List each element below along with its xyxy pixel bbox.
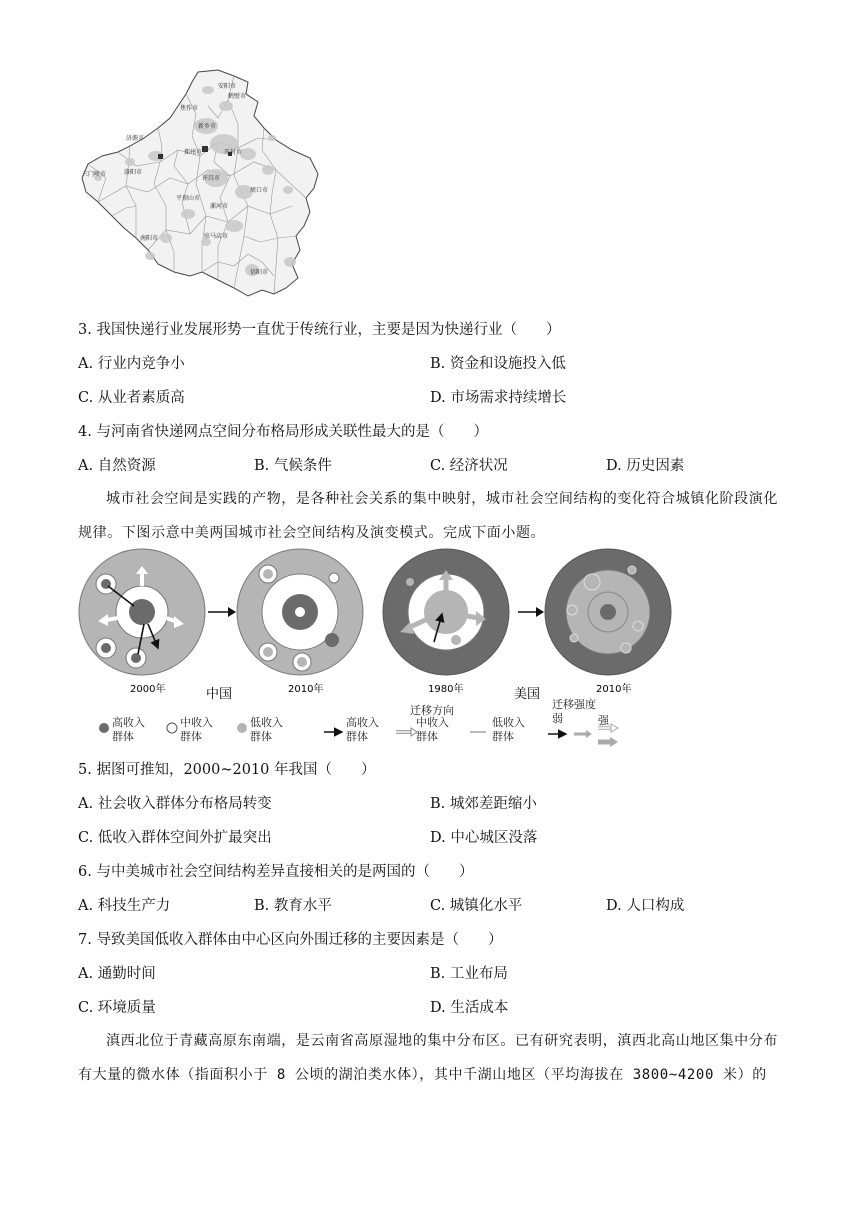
q3-option-c: C. 从业者素质高 [78,390,185,406]
q6-option-d: D. 人口构成 [606,898,685,914]
legend-arrow-high-line1: 高收入 [346,716,379,729]
henan-map [78,66,322,302]
q5-option-b: B. 城郊差距缩小 [430,796,537,812]
diagram-legend [99,697,618,747]
city-luohe: 漯河市 [210,203,229,210]
us-2010-panel [545,549,671,675]
legend-high-line2: 群体 [112,730,134,743]
question-3-stem: 3. 我国快递行业发展形势一直优于传统行业，主要是因为快递行业（ ） [78,322,561,338]
q4-option-b: B. 气候条件 [254,458,332,474]
legend-arrow-low-line2: 群体 [492,730,514,743]
country-label-us: 美国 [514,687,541,702]
q6-option-b: B. 教育水平 [254,898,332,914]
q5-option-a: A. 社会收入群体分布格局转变 [78,796,272,812]
city-zhengzhou: 郑州市 [184,149,203,156]
intro-paragraph-2: 滇西北位于青藏高原东南端，是云南省高原湿地的集中分布区。已有研究表明，滇西北高山地区集中分布有大量的微水体（指面积小于 8 公顷的湖泊类水体），其中千湖山地区（平均海拔在 3800~4200 米）的 [78,1033,778,1083]
city-jiyuan: 济源市 [126,135,145,142]
question-7-stem: 7. 导致美国低收入群体由中心区向外围迁移的主要因素是（ ） [78,932,503,948]
city-xinxiang: 新乡市 [198,123,217,130]
q7-option-c: C. 环境质量 [78,1000,156,1016]
us-1980-panel [383,549,509,675]
year-label-china-2000: 2000年 [130,684,166,695]
question-4-stem: 4. 与河南省快递网点空间分布格局形成关联性最大的是（ ） [78,424,488,440]
legend-mid-line2: 群体 [180,730,202,743]
legend-weak: 弱 [552,712,563,725]
china-2000-panel [79,549,205,675]
q5-option-d: D. 中心城区没落 [430,830,538,846]
q6-option-a: A. 科技生产力 [78,898,171,914]
city-luoyang: 洛阳市 [124,169,143,176]
q7-option-a: A. 通勤时间 [78,966,156,982]
legend-arrow-mid-line1: 中收入 [416,716,449,729]
year-label-us-2010: 2010年 [596,684,632,695]
q4-option-c: C. 经济状况 [430,458,508,474]
social-space-diagram [78,548,778,754]
year-label-us-1980: 1980年 [428,684,464,695]
city-anyang: 安阳市 [218,83,237,90]
legend-strength-title: 迁移强度 [552,698,596,711]
city-xuchang: 许昌市 [202,175,221,182]
question-6-stem: 6. 与中美城市社会空间结构差异直接相关的是两国的（ ） [78,864,474,880]
q4-option-d: D. 历史因素 [606,458,685,474]
city-hebi: 鹤壁市 [228,93,247,100]
city-nanyang: 南阳市 [140,235,159,242]
q3-option-d: D. 市场需求持续增长 [430,390,567,406]
legend-direction-title: 迁移方向 [410,704,454,717]
legend-arrow-low-line1: 低收入 [492,716,525,729]
q4-option-a: A. 自然资源 [78,458,156,474]
intro-paragraph-1: 城市社会空间是实践的产物，是各种社会关系的集中映射，城市社会空间结构的变化符合城镇化阶段演化规律。下图示意中美两国城市社会空间结构及演变模式。完成下面小题。 [78,491,778,541]
city-zhoukou: 周口市 [250,187,269,194]
legend-arrow-mid-line2: 群体 [416,730,438,743]
legend-strong: 强 [598,714,609,727]
q6-option-c: C. 城镇化水平 [430,898,523,914]
legend-arrow-high-line2: 群体 [346,730,368,743]
q3-option-a: A. 行业内竞争小 [78,356,185,372]
year-label-china-2010: 2010年 [288,684,324,695]
q5-option-c: C. 低收入群体空间外扩最突出 [78,830,272,846]
map-outline [82,70,318,296]
city-pingdingshan: 平顶山市 [176,195,201,202]
china-2010-panel [237,549,363,675]
city-xinyang: 信阳市 [250,269,269,276]
legend-mid-line1: 中收入 [180,716,213,729]
city-jiaozuo: 焦作市 [180,105,199,112]
q7-option-b: B. 工业布局 [430,966,508,982]
q3-option-b: B. 资金和设施投入低 [430,356,566,372]
city-kaifeng: 开封市 [224,149,243,156]
legend-high-line1: 高收入 [112,716,145,729]
legend-low-line2: 群体 [250,730,272,743]
city-sanmenxia: 三门峡市 [82,171,107,178]
city-zhumadian: 驻马店市 [204,233,229,240]
country-label-china: 中国 [206,687,233,702]
q7-option-d: D. 生活成本 [430,1000,509,1016]
question-5-stem: 5. 据图可推知，2000~2010 年我国（ ） [78,762,376,778]
legend-low-line1: 低收入 [250,716,283,729]
